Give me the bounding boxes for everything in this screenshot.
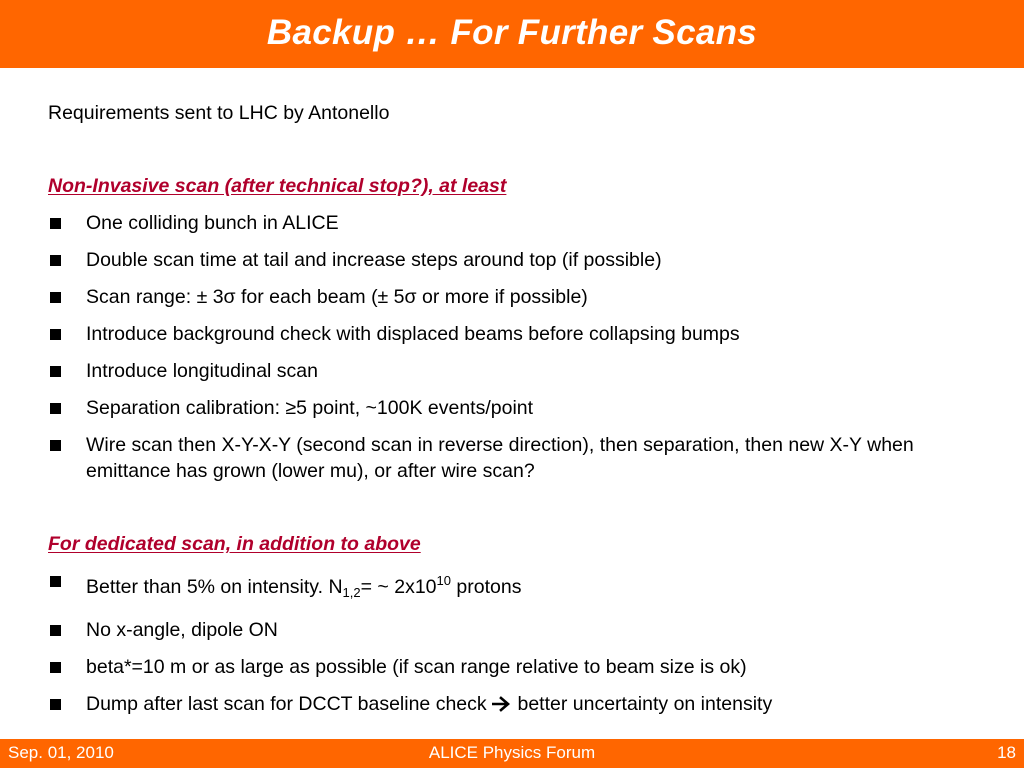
section-heading-non-invasive: Non-Invasive scan (after technical stop?), at least [48, 175, 507, 197]
list-item-text: Better than 5% on intensity. $N_{1,2}=$ ~ $2x10^{10}$ protons [86, 573, 522, 600]
list-item [48, 654, 998, 680]
list-item [48, 617, 998, 643]
list-item-text: No x-angle, dipole ON [86, 619, 278, 641]
bullet-list-dedicated [48, 568, 998, 717]
slide-content [48, 100, 998, 728]
square-bullet-icon [50, 662, 61, 673]
square-bullet-icon [50, 255, 61, 266]
footer-bar [0, 739, 1024, 768]
list-item [48, 284, 998, 310]
list-item [48, 321, 998, 347]
slide-title: Backup … For Further Scans [266, 13, 758, 52]
list-item-text: One colliding bunch in ALICE [86, 212, 339, 234]
square-bullet-icon [50, 218, 61, 229]
title-bar [0, 0, 1024, 68]
list-item-text: Introduce background check with displaced beams before collapsing bumps [86, 323, 740, 345]
list-item [48, 691, 998, 717]
list-item [48, 210, 998, 236]
list-item [48, 568, 998, 606]
list-item [48, 358, 998, 384]
square-bullet-icon [50, 440, 61, 451]
square-bullet-icon [50, 292, 61, 303]
superscript: 10 [436, 573, 451, 588]
square-bullet-icon [50, 403, 61, 414]
list-item [48, 247, 998, 273]
square-bullet-icon [50, 625, 61, 636]
list-item-text: Double scan time at tail and increase steps around top (if possible) [86, 249, 662, 271]
page-number: 18 [997, 743, 1016, 762]
list-item [48, 395, 998, 421]
list-item-text: Wire scan then X-Y-X-Y (second scan in reverse direction), then separation, then new X-Y when emittance has grown (lower mu), or after wire scan? [86, 434, 914, 482]
subscript: 1,2 [342, 585, 361, 600]
list-item-text: Dump after last scan for DCCT baseline check better uncertainty on intensity [86, 693, 773, 715]
intro-text: Requirements sent to LHC by Antonello [48, 102, 390, 124]
list-item-text: beta*=10 m or as large as possible (if scan range relative to beam size is ok) [86, 656, 747, 678]
section-heading-dedicated: For dedicated scan, in addition to above [48, 533, 421, 555]
bullet-list-non-invasive [48, 210, 998, 484]
list-item-text: Scan range: ± 3σ for each beam (± 5σ or more if possible) [86, 286, 588, 308]
list-item [48, 432, 998, 484]
square-bullet-icon [50, 576, 61, 587]
footer-date: Sep. 01, 2010 [8, 743, 114, 762]
square-bullet-icon [50, 329, 61, 340]
list-item-text: Separation calibration: ≥5 point, ~100K events/point [86, 397, 534, 419]
square-bullet-icon [50, 366, 61, 377]
footer-event: ALICE Physics Forum [428, 743, 596, 762]
right-arrow-icon [492, 696, 512, 712]
list-item-text: Introduce longitudinal scan [86, 360, 318, 382]
square-bullet-icon [50, 699, 61, 710]
